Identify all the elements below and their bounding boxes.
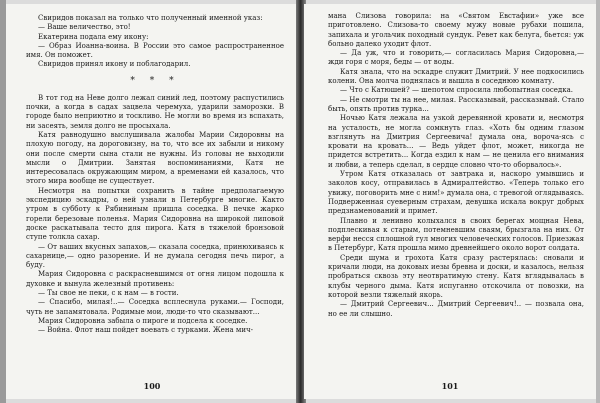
paragraph: Среди шума и грохота Катя сразу растерялась: сновали и кричали люди, на доковых иезы бревна и доски, и казалось, нельзя пробраться сквозь эту неотвратимую стену. Катя вглядывалась в клубы черного дыма. Катя испуганно отскочила от повозки, на которой везли тяжелый якорь.: [328, 253, 584, 299]
paragraph: Плавно и ленивно колыхался в своих берегах мощная Нева, подплескивая к старым, потемневшим сваям, брызгала на них. От верфи несся сплошной гул многих человеческих голосов. Приезжая в Петербург, Катя прошла мимо древнейшего около ворот солдата.: [328, 216, 584, 253]
paragraph: Ночью Катя лежала на узкой деревянной кровати и, несмотря на усталость, не могла сомкнуть глаз. «Хоть бы одним глазом взглянуть на Дмитрия Сергеевича! думала она, вороча-ясь с кровати на кровать... — Ведь уйдет флот, может, никогда не придется встретить... Когда ездил к нам — не ценила его внимания и любви, а теперь сделал, в сердце словно что-то оборвалось».: [328, 114, 584, 169]
paragraph: Мария Сидоровна забыла о пироге и подсела к соседке.: [38, 316, 248, 325]
paragraph: Свиридов показал на только что полученный именной указ:: [38, 14, 263, 22]
scan-edge-right: [596, 0, 600, 403]
paragraph: мана Слизова говорила: на «Святом Евстафии» уже все приготовлено. Слизова-то своему мужу новые рубахи пошила, запихала и угольчик походный сундук. Ревет как белуга, бьется: уж больно далеко уходит флот.: [328, 12, 584, 48]
paragraph: Катя равнодушно выслушивала жалобы Марии Сидоровны на плохую погоду, на дороговизну, на то, что все их забыли и никому они после смерти сына стали не нужны. Из головы не выходили мысли о Дмитрии. Занятая воспоминаниями, Катя не интересовалась окружающим миром, а временами ей казалось, что этого мира вообще не существует.: [26, 130, 284, 186]
paragraph: — Не смотри ты на нее, милая. Рассказывай, рассказывай. Стало быть, опять против турка...: [328, 95, 584, 113]
paragraph: — Образ Иоанна-воина. В России это самое распространенное имя. Он поможет.: [26, 41, 284, 60]
section-separator: * * *: [130, 75, 180, 86]
right-page: [304, 4, 596, 399]
paragraph: Утром Катя отказалась от завтрака и, наскоро умывшись и заколов косу, отправилась в Адмиралтейство. «Теперь только его увижу, поговорить мне с ним!» думала она, с тревогой оглядываясь. Подверженная суеверным страхам, девушка искала вокруг добрых предзнаменований и примет.: [328, 170, 584, 216]
left-page-number: 100: [143, 381, 161, 391]
paragraph: Несмотря на попытки сохранить в тайне предполагаемую экспедицию эскадры, о ней узнали в Петербурге многие. Както утром в субботу к Рябининым пришла соседка. В печке жарко горели березовые поленья. Мария Сидоровна на широкой липовой доске раскатывала тесто для пирога. Катя в тяжелой бронзовой ступе толкла сахар.: [26, 186, 284, 242]
paragraph: — Ваше величество, это!: [38, 23, 131, 32]
right-page-number: 101: [441, 381, 459, 391]
paragraph: — Спасибо, милая!..— Соседка всплеснула руками.— Господи, чуть не запамятовала. Родимые мои, люди-то что сказывают...: [26, 298, 284, 316]
paragraph: — От ваших вкусных запахов,— сказала соседка, принюхиваясь к сахарнице,— одно разорение. И не думала сегодня печь пирог, а буду.: [26, 242, 284, 270]
paragraph: — Дмитрий Сергеевич... Дмитрий Сергеевич!.. — позвала она, но ее ли слышно.: [328, 300, 584, 318]
paragraph: — Да уж, что и говорить,— согласилась Мария Сидоровна,— жди горя с моря, беды — от воды.: [328, 49, 584, 67]
paragraph: — Война. Флот наш пойдет воевать с турками. Жена мич-: [38, 326, 253, 335]
left-page: [6, 4, 298, 399]
paragraph: Мария Сидоровна с раскрасневшимся от огня лицом подошла к духовке и вынула железный противень:: [26, 270, 284, 288]
paragraph: — Ты свое не пеки, с к нам — в гости.: [38, 289, 179, 298]
right-page-text: [328, 12, 584, 319]
paragraph: — Что с Катюшей? — шепотом спросила любопытная соседка.: [340, 86, 574, 95]
paragraph: Екатерина подала ему икону:: [38, 32, 149, 41]
paragraph: В тот год на Неве долго лежал синий лед, поэтому распустились почки, а когда в садах зацвела черемуха, ударили заморозки. В городе было неприютно и тоскливо. Не могли во время из вспахать, ни засеять, земля долго не просыхала.: [26, 93, 284, 130]
paragraph: Свиридов принял икону и поблагодарил.: [38, 60, 191, 69]
paragraph: Катя знала, что на эскадре служит Дмитрий. У нее подкосились колени. Она молча поднялась и вышла в соседнюю комнату.: [328, 67, 584, 86]
left-page-text: [26, 14, 284, 336]
